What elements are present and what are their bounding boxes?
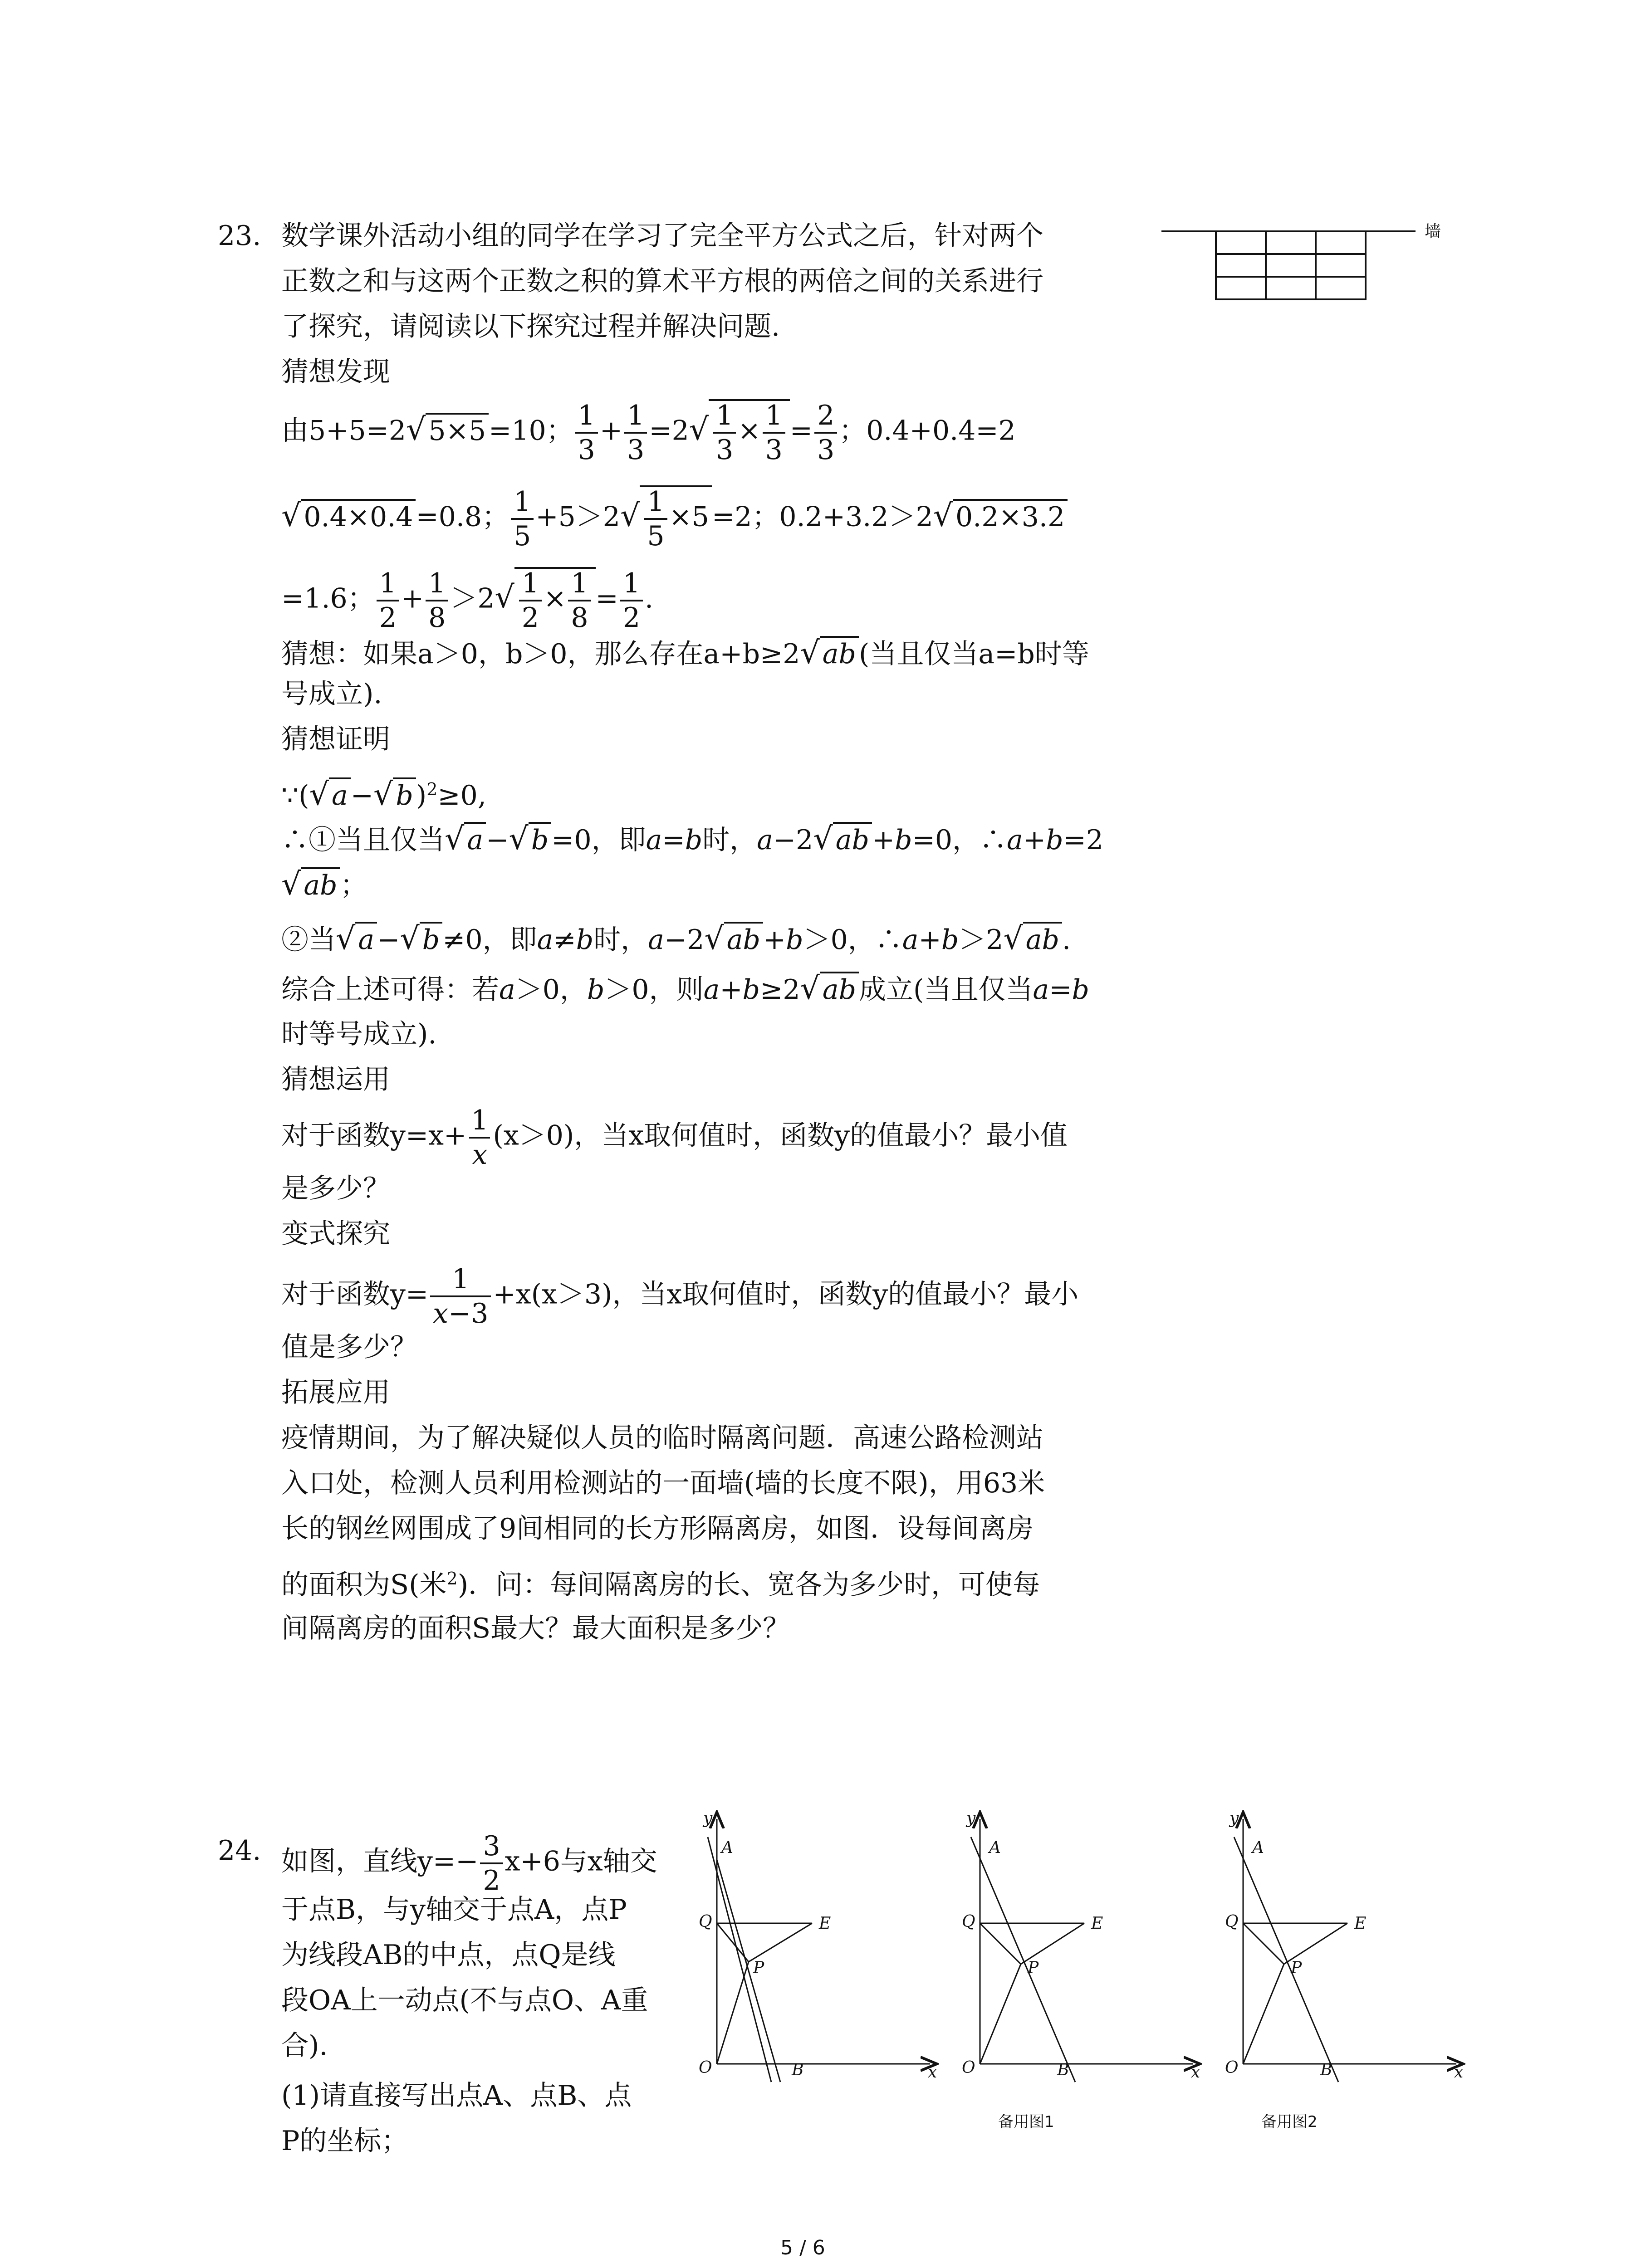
q23-intro-3: 了探究，请阅读以下探究过程并解决问题. — [281, 311, 780, 342]
q23-number: 23. — [218, 220, 261, 252]
variant-line-2: 值是多少？ — [281, 1331, 417, 1363]
svg-text:x: x — [1454, 2063, 1464, 2082]
svg-text:O: O — [1225, 2058, 1239, 2077]
math-line-1: 由5+5=2√ 5×5 =10； $\frac{1}{3}$ + $\frac{1}{3}$ =2√ $\frac{1}{3}$ × $\frac{1}{3}$ = $\frac{2}{3}$ ；0.4+0.4=2 — [281, 400, 1016, 466]
ext-line-4: 的面积为S(米$^2$)．问：每间隔离房的长、宽各为多少时，可使每 — [281, 1569, 1040, 1601]
q23-intro-1: 数学课外活动小组的同学在学习了完全平方公式之后，针对两个 — [281, 220, 1043, 252]
q24-number: 24. — [218, 1835, 261, 1867]
svg-text:y: y — [1230, 1810, 1239, 1828]
page-number: 5 / 6 — [780, 2236, 825, 2259]
svg-text:E: E — [819, 1914, 831, 1933]
caption-backup-1: 备用图1 — [998, 2113, 1054, 2131]
section-use: 猜想运用 — [281, 1064, 390, 1095]
q24-line-1: 如图，直线y=− $\frac{3}{2}$ x+6与x轴交 — [281, 1830, 657, 1897]
figure-backup-2 — [1211, 1810, 1465, 2091]
svg-text:E: E — [1354, 1914, 1367, 1933]
svg-text:A: A — [1252, 1838, 1264, 1857]
svg-text:B: B — [1057, 2061, 1069, 2079]
ext-line-1: 疫情期间，为了解决疑似人员的临时隔离问题．高速公路检测站 — [281, 1422, 1043, 1454]
proof-line-2: ∴①当且仅当√ a −√ b =0，即a=b时，a−2√ ab +b=0，∴a+b=2 — [281, 821, 1103, 857]
use-line-1: 对于函数y=x+ $\frac{1}{x}$ (x＞0)，当x取何值时，函数y的值最小？最小值 — [281, 1105, 1068, 1171]
section-ext: 拓展应用 — [281, 1377, 390, 1408]
q24-sub1-line-2: P的坐标； — [281, 2125, 409, 2157]
figure-main — [685, 1810, 939, 2091]
svg-text:x: x — [1191, 2063, 1200, 2082]
svg-text:Q: Q — [699, 1912, 712, 1931]
wall-label: 墙 — [1425, 222, 1441, 241]
ext-line-3: 长的钢丝网围成了9间相同的长方形隔离房，如图．设每间离房 — [281, 1513, 1034, 1545]
conjecture-line-1: 猜想：如果a＞0，b＞0，那么存在a+b≥2√ ab (当且仅当a=b时等 — [281, 635, 1089, 671]
caption-backup-2: 备用图2 — [1261, 2113, 1318, 2131]
q24-line-5: 合). — [281, 2030, 328, 2062]
svg-text:O: O — [962, 2058, 975, 2077]
svg-text:A: A — [989, 1838, 1001, 1857]
wall-figure — [1161, 222, 1479, 318]
use-line-2: 是多少？ — [281, 1173, 390, 1204]
figure-backup-1 — [948, 1810, 1202, 2091]
proof-line-5: 综合上述可得：若a＞0，b＞0，则a+b≥2√ ab 成立(当且仅当a=b — [281, 971, 1089, 1007]
q24-line-4: 段OA上一动点(不与点O、A重 — [281, 1984, 648, 2016]
section-variant: 变式探究 — [281, 1218, 390, 1250]
proof-line-6: 时等号成立). — [281, 1018, 437, 1050]
q24-line-2: 于点B，与y轴交于点A，点P — [281, 1894, 627, 1926]
ext-line-2: 入口处，检测人员利用检测站的一面墙(墙的长度不限)，用63米 — [281, 1467, 1045, 1499]
section-guess: 猜想发现 — [281, 356, 390, 388]
svg-text:x: x — [928, 2063, 937, 2082]
svg-text:P: P — [1291, 1959, 1302, 1977]
variant-line-1: 对于函数y= $\frac{1}{x-3}$ +x(x＞3)，当x取何值时，函数y的值最小？最小 — [281, 1263, 1079, 1330]
proof-line-3: √ ab ； — [281, 866, 367, 902]
section-proof: 猜想证明 — [281, 723, 390, 755]
svg-text:P: P — [1028, 1959, 1039, 1977]
math-line-2: √ 0.4×0.4 =0.8； $\frac{1}{5}$ +5＞2√ $\frac{1}{5}$ ×5 =2；0.2+3.2＞2√ 0.2×3.2 — [281, 485, 1068, 550]
svg-text:y: y — [966, 1810, 976, 1828]
proof-line-4: ②当√ a −√ b ≠0，即a≠b时，a−2√ ab +b＞0，∴a+b＞2√ ab . — [281, 921, 1071, 957]
conjecture-line-2: 号成立). — [281, 678, 382, 710]
svg-text:A: A — [721, 1838, 733, 1857]
svg-text:E: E — [1091, 1914, 1103, 1933]
svg-text:y: y — [703, 1810, 713, 1828]
svg-text:O: O — [699, 2058, 712, 2077]
svg-text:Q: Q — [1225, 1912, 1239, 1931]
svg-text:Q: Q — [962, 1912, 975, 1931]
svg-text:B: B — [792, 2061, 804, 2079]
ext-line-5: 间隔离房的面积S最大？最大面积是多少？ — [281, 1613, 790, 1644]
q24-sub1-line-1: (1)请直接写出点A、点B、点 — [281, 2080, 632, 2112]
math-line-3: =1.6； $\frac{1}{2}$ + $\frac{1}{8}$ ＞2√ $\frac{1}{2}$ × $\frac{1}{8}$ = $\frac{1}{2}$ . — [281, 567, 654, 634]
q23-intro-2: 正数之和与这两个正数之积的算术平方根的两倍之间的关系进行 — [281, 265, 1043, 297]
svg-text:B: B — [1320, 2061, 1332, 2079]
proof-line-1: ∵(√ a −√ b )$^2$≥0, — [281, 777, 486, 812]
q24-line-3: 为线段AB的中点，点Q是线 — [281, 1939, 616, 1971]
svg-text:P: P — [753, 1959, 764, 1977]
